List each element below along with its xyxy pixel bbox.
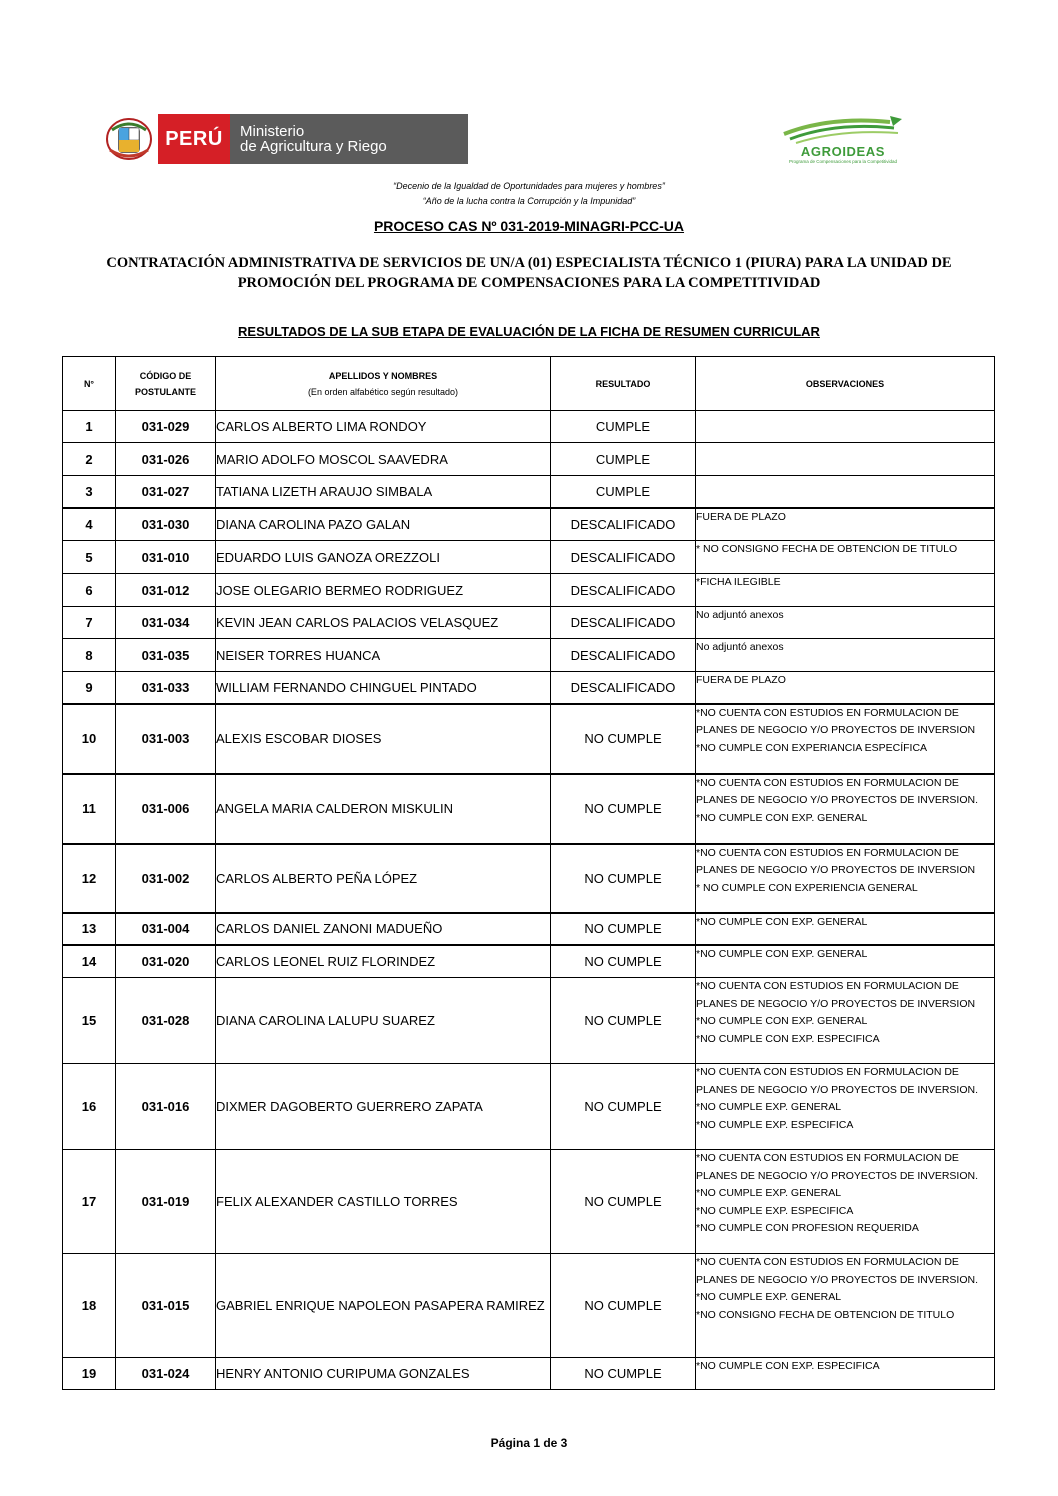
observation-line: *NO CUENTA CON ESTUDIOS EN FORMULACION DE: [696, 846, 959, 859]
observation-line: *NO CUENTA CON ESTUDIOS EN FORMULACION DE: [696, 980, 959, 992]
observation-line: *NO CUENTA CON ESTUDIOS EN FORMULACION DE: [696, 776, 959, 789]
result-status: NO CUMPLE: [551, 913, 696, 945]
applicant-code: 031-034: [116, 607, 216, 639]
observation-line: *NO CUMPLE CON EXPERIANCIA ESPECÍFICA: [696, 741, 928, 754]
result-status: NO CUMPLE: [551, 1064, 696, 1150]
table-row: [63, 1358, 995, 1390]
table-row: [63, 945, 995, 978]
title-line-1: CONTRATACIÓN ADMINISTRATIVA DE SERVICIOS DE UN/A (01) ESPECIALISTA TÉCNICO 1 (PIURA) PARA LA UNIDAD DE: [106, 255, 952, 271]
observation-line: FUERA DE PLAZO: [696, 510, 786, 523]
observations: [696, 411, 995, 443]
observations: [696, 541, 995, 574]
row-number: 2: [63, 443, 116, 476]
applicant-code: 031-015: [116, 1254, 216, 1358]
observation-line: *NO CUMPLE EXP. ESPECIFICA: [696, 1118, 854, 1131]
observations: [696, 607, 995, 639]
applicant-name: CARLOS LEONEL RUIZ FLORINDEZ: [216, 945, 551, 978]
observation-line: *NO CUMPLE CON EXP. GENERAL: [696, 947, 868, 960]
result-status: DESCALIFICADO: [551, 574, 696, 607]
applicant-name: EDUARDO LUIS GANOZA OREZZOLI: [216, 541, 551, 574]
table-row: [63, 1064, 995, 1150]
table-row: [63, 1254, 995, 1358]
observations: [696, 978, 995, 1064]
observation-line: *NO CUMPLE EXP. GENERAL: [696, 1101, 842, 1113]
row-number: 5: [63, 541, 116, 574]
row-number: 14: [63, 945, 116, 978]
observation-line: *NO CUMPLE EXP. GENERAL: [696, 1291, 842, 1303]
observation-line: *NO CUENTA CON ESTUDIOS EN FORMULACION DE: [696, 1256, 959, 1268]
header-code: [116, 357, 216, 411]
observation-line: PLANES DE NEGOCIO Y/O PROYECTOS DE INVERSION.: [696, 1169, 979, 1182]
header-number: N°: [63, 357, 116, 411]
row-number: 10: [63, 704, 116, 774]
applicant-code: 031-012: [116, 574, 216, 607]
result-status: NO CUMPLE: [551, 844, 696, 913]
observations: [696, 639, 995, 672]
observation-line: PLANES DE NEGOCIO Y/O PROYECTOS DE INVERSION.: [696, 1273, 979, 1286]
result-status: DESCALIFICADO: [551, 639, 696, 672]
observation-line: *NO CUENTA CON ESTUDIOS EN FORMULACION DE: [696, 1152, 959, 1164]
ministry-line-2: de Agricultura y Riego: [240, 138, 387, 155]
observation-line: PLANES DE NEGOCIO Y/O PROYECTOS DE INVERSION: [696, 724, 976, 736]
applicant-name: ANGELA MARIA CALDERON MISKULIN: [216, 774, 551, 844]
observation-line: *NO CUMPLE CON EXP. ESPECIFICA: [696, 1032, 880, 1045]
applicant-name: CARLOS ALBERTO LIMA RONDOY: [216, 411, 551, 443]
row-number: 6: [63, 574, 116, 607]
table-row: [63, 639, 995, 672]
observation-line: *NO CUMPLE CON EXP. GENERAL: [696, 915, 868, 928]
observation-line: *NO CONSIGNO FECHA DE OBTENCION DE TITULO: [696, 1308, 955, 1321]
applicant-code: 031-024: [116, 1358, 216, 1390]
observation-line: *FICHA ILEGIBLE: [696, 576, 781, 588]
motto-1: “Decenio de la Igualdad de Oportunidades para mujeres y hombres”: [393, 181, 665, 191]
row-number: 3: [63, 476, 116, 508]
table-row: [63, 672, 995, 704]
result-status: NO CUMPLE: [551, 1150, 696, 1254]
observations: [696, 945, 995, 978]
applicant-name: TATIANA LIZETH ARAUJO SIMBALA: [216, 476, 551, 508]
ministry-label: [230, 114, 468, 164]
applicant-code: 031-020: [116, 945, 216, 978]
applicant-code: 031-027: [116, 476, 216, 508]
observation-line: * NO CUMPLE CON EXPERIENCIA GENERAL: [696, 881, 918, 894]
applicant-code: 031-035: [116, 639, 216, 672]
observations: [696, 574, 995, 607]
header-name-line-2: (En orden alfabético según resultado): [307, 386, 459, 397]
result-status: CUMPLE: [551, 411, 696, 443]
table-row: [63, 607, 995, 639]
applicant-code: 031-006: [116, 774, 216, 844]
results-table: [62, 356, 995, 1390]
row-number: 17: [63, 1150, 116, 1254]
observations: [696, 508, 995, 541]
table-row: [63, 541, 995, 574]
ministry-line-1: Ministerio: [240, 123, 305, 140]
observations: [696, 774, 995, 844]
observations: [696, 672, 995, 704]
observation-line: *NO CUENTA CON ESTUDIOS EN FORMULACION DE: [696, 1066, 959, 1078]
table-row: [63, 411, 995, 443]
result-status: NO CUMPLE: [551, 1254, 696, 1358]
applicant-name: NEISER TORRES HUANCA: [216, 639, 551, 672]
applicant-code: 031-003: [116, 704, 216, 774]
agroideas-name: AGROIDEAS: [800, 144, 886, 159]
row-number: 4: [63, 508, 116, 541]
header-result: RESULTADO: [551, 357, 696, 411]
header-observations: OBSERVACIONES: [696, 357, 995, 411]
result-status: NO CUMPLE: [551, 1358, 696, 1390]
table-row: [63, 978, 995, 1064]
observation-line: FUERA DE PLAZO: [696, 674, 786, 686]
applicant-name: WILLIAM FERNANDO CHINGUEL PINTADO: [216, 672, 551, 704]
observation-line: PLANES DE NEGOCIO Y/O PROYECTOS DE INVERSION.: [696, 1083, 979, 1096]
result-status: DESCALIFICADO: [551, 508, 696, 541]
observation-line: *NO CUMPLE CON EXP. ESPECIFICA: [696, 1360, 880, 1372]
result-status: NO CUMPLE: [551, 774, 696, 844]
applicant-name: FELIX ALEXANDER CASTILLO TORRES: [216, 1150, 551, 1254]
observation-line: No adjuntó anexos: [696, 609, 784, 621]
observations: [696, 1064, 995, 1150]
header-code-line-2: POSTULANTE: [134, 386, 196, 397]
table-row: [63, 704, 995, 774]
observations: [696, 1254, 995, 1358]
result-status: NO CUMPLE: [551, 704, 696, 774]
coat-of-arms-icon: [100, 114, 158, 164]
agroideas-logo: [780, 112, 906, 164]
applicant-name: DIANA CAROLINA PAZO GALAN: [216, 508, 551, 541]
observation-line: *NO CUENTA CON ESTUDIOS EN FORMULACION DE: [696, 706, 959, 719]
observation-line: *NO CUMPLE EXP. ESPECIFICA: [696, 1204, 854, 1217]
applicant-name: JOSE OLEGARIO BERMEO RODRIGUEZ: [216, 574, 551, 607]
result-status: NO CUMPLE: [551, 945, 696, 978]
observation-line: *NO CUMPLE EXP. GENERAL: [696, 1187, 842, 1199]
peru-label: PERÚ: [158, 114, 230, 164]
applicant-code: 031-019: [116, 1150, 216, 1254]
result-status: DESCALIFICADO: [551, 607, 696, 639]
process-number: PROCESO CAS Nº 031-2019-MINAGRI-PCC-UA: [373, 218, 685, 234]
applicant-name: CARLOS ALBERTO PEÑA LÓPEZ: [216, 844, 551, 913]
applicant-name: KEVIN JEAN CARLOS PALACIOS VELASQUEZ: [216, 607, 551, 639]
row-number: 15: [63, 978, 116, 1064]
applicant-code: 031-010: [116, 541, 216, 574]
header-code-line-1: CÓDIGO DE: [139, 370, 192, 381]
observations: [696, 844, 995, 913]
motto-2: “Año de la lucha contra la Corrupción y la Impunidad”: [422, 196, 636, 206]
row-number: 12: [63, 844, 116, 913]
applicant-name: MARIO ADOLFO MOSCOL SAAVEDRA: [216, 443, 551, 476]
result-status: CUMPLE: [551, 443, 696, 476]
row-number: 11: [63, 774, 116, 844]
applicant-code: 031-033: [116, 672, 216, 704]
observations: [696, 704, 995, 774]
row-number: 16: [63, 1064, 116, 1150]
applicant-name: CARLOS DANIEL ZANONI MADUEÑO: [216, 913, 551, 945]
observations: [696, 913, 995, 945]
agroideas-tagline: Programa de Compensaciones para la Competitividad: [788, 159, 898, 164]
minagri-logo: [100, 114, 468, 164]
row-number: 1: [63, 411, 116, 443]
observation-line: *NO CUMPLE CON EXP. GENERAL: [696, 1015, 868, 1027]
result-status: CUMPLE: [551, 476, 696, 508]
page-number: Página 1 de 3: [490, 1436, 568, 1450]
observations: [696, 443, 995, 476]
applicant-name: HENRY ANTONIO CURIPUMA GONZALES: [216, 1358, 551, 1390]
observation-line: *NO CUMPLE CON PROFESION REQUERIDA: [696, 1222, 919, 1234]
applicant-name: DIANA CAROLINA LALUPU SUAREZ: [216, 978, 551, 1064]
applicant-code: 031-016: [116, 1064, 216, 1150]
table-row: [63, 774, 995, 844]
table-row: [63, 508, 995, 541]
row-number: 9: [63, 672, 116, 704]
applicant-code: 031-030: [116, 508, 216, 541]
observation-line: PLANES DE NEGOCIO Y/O PROYECTOS DE INVERSION: [696, 997, 976, 1010]
result-status: DESCALIFICADO: [551, 541, 696, 574]
applicant-name: DIXMER DAGOBERTO GUERRERO ZAPATA: [216, 1064, 551, 1150]
table-row: [63, 844, 995, 913]
result-status: NO CUMPLE: [551, 978, 696, 1064]
applicant-code: 031-026: [116, 443, 216, 476]
observation-line: *NO CUMPLE CON EXP. GENERAL: [696, 811, 868, 824]
row-number: 13: [63, 913, 116, 945]
observations: [696, 1150, 995, 1254]
applicant-code: 031-002: [116, 844, 216, 913]
table-header-row: [63, 357, 995, 411]
applicant-code: 031-004: [116, 913, 216, 945]
applicant-name: ALEXIS ESCOBAR DIOSES: [216, 704, 551, 774]
agroideas-swoosh-icon: [780, 112, 906, 144]
applicant-code: 031-028: [116, 978, 216, 1064]
table-row: [63, 913, 995, 945]
observation-line: * NO CONSIGNO FECHA DE OBTENCION DE TITULO: [696, 543, 958, 555]
header-name: [216, 357, 551, 411]
observation-line: PLANES DE NEGOCIO Y/O PROYECTOS DE INVERSION: [696, 864, 976, 876]
observations: [696, 476, 995, 508]
row-number: 19: [63, 1358, 116, 1390]
observation-line: No adjuntó anexos: [696, 641, 784, 653]
title-line-2: PROMOCIÓN DEL PROGRAMA DE COMPENSACIONES PARA LA COMPETITIVIDAD: [237, 275, 821, 291]
row-number: 18: [63, 1254, 116, 1358]
table-row: [63, 443, 995, 476]
row-number: 8: [63, 639, 116, 672]
observations: [696, 1358, 995, 1390]
applicant-code: 031-029: [116, 411, 216, 443]
header-name-line-1: APELLIDOS Y NOMBRES: [328, 370, 438, 381]
table-row: [63, 1150, 995, 1254]
results-subtitle: RESULTADOS DE LA SUB ETAPA DE EVALUACIÓN DE LA FICHA DE RESUMEN CURRICULAR: [238, 324, 820, 339]
applicant-name: GABRIEL ENRIQUE NAPOLEON PASAPERA RAMIREZ: [216, 1254, 551, 1358]
table-row: [63, 574, 995, 607]
result-status: DESCALIFICADO: [551, 672, 696, 704]
table-row: [63, 476, 995, 508]
row-number: 7: [63, 607, 116, 639]
observation-line: PLANES DE NEGOCIO Y/O PROYECTOS DE INVERSION.: [696, 794, 979, 806]
